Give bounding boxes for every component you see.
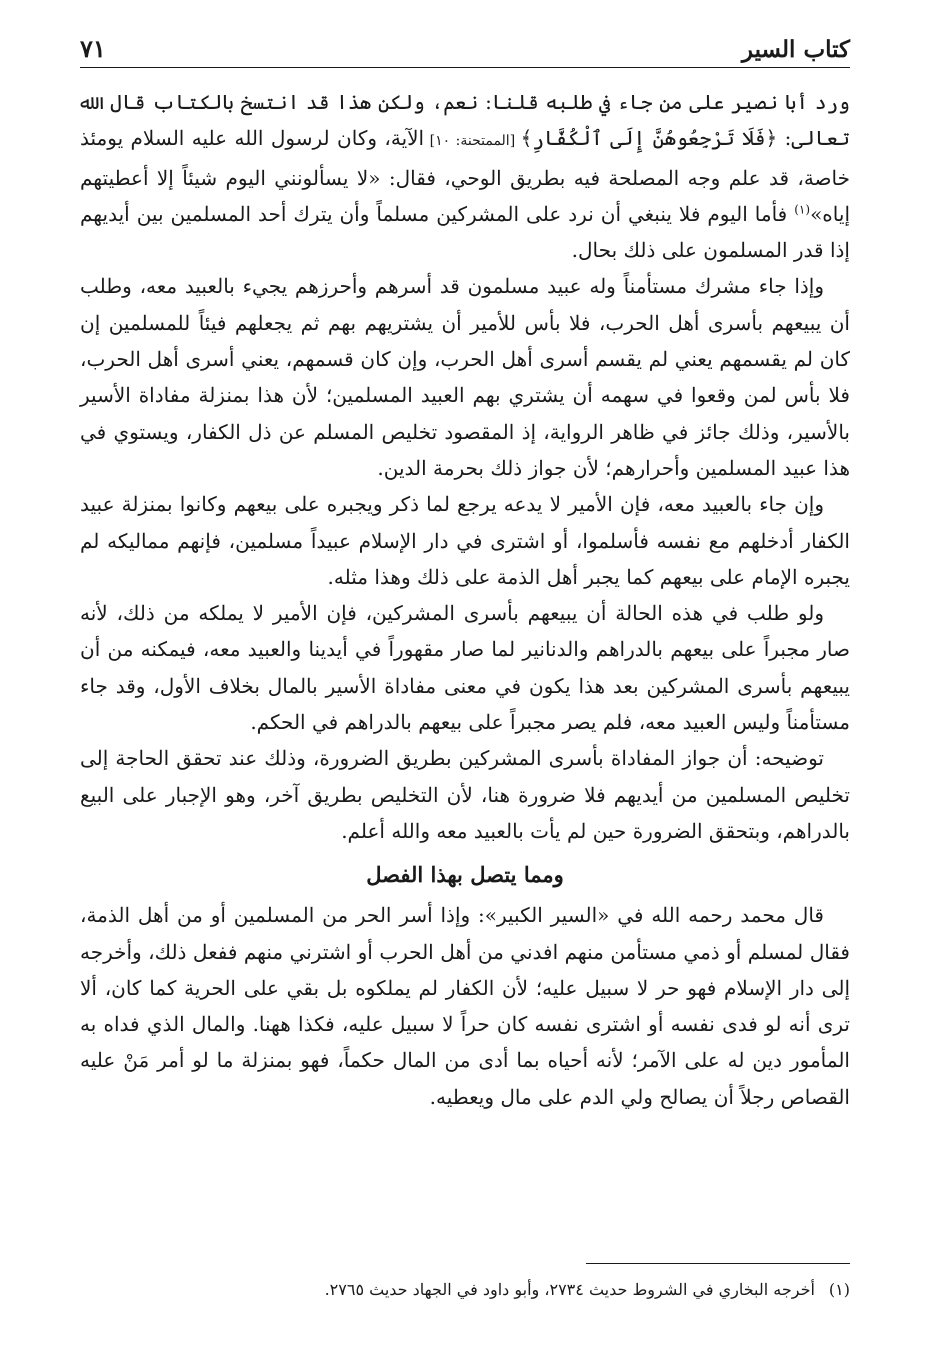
- paragraph-1-part-b: الآية، وكان لرسول الله عليه السلام يومئذ خاصة، قد علم وجه المصلحة فيه بطريق الوحي، فقال: «لا يسألونني اليوم شيئاً إلا أعطيتهم إياه»: [80, 126, 850, 226]
- book-page: [80, 28, 850, 1369]
- footnote: [80, 1278, 850, 1302]
- footnote-divider: [586, 1263, 850, 1264]
- main-text: [80, 84, 850, 1115]
- paragraph-4: ولو طلب في هذه الحالة أن يبيعهم بأسرى المشركين، فإن الأمير لا يملكه من ذلك، لأنه صار مجبراً على بيعهم بالدراهم والدنانير لما صار مقهوراً في أيدينا والعبيد معه، فيمكنه من أن يبيعهم بأسرى المشركين بعد هذا يكون في معنى مفاداة الأسير بالمال بخلاف الأول، وقد جاء مستأمناً وليس العبيد معه، فلم يصر مجبراً على بيعهم بالدراهم في الحكم.: [80, 601, 850, 735]
- footnote-reference[interactable]: (١): [794, 202, 811, 217]
- chapter-title: كتاب السير: [741, 36, 850, 63]
- paragraph-1: [80, 84, 850, 268]
- quran-verse: ﴿فَلَا تَرْجِعُوهُنَّ إِلَى ٱلْكُفَّارِ﴾: [520, 126, 778, 151]
- page-number: ٧١: [80, 34, 106, 63]
- running-header: [80, 28, 850, 68]
- paragraph-2: وإذا جاء مشرك مستأمناً وله عبيد مسلمون قد أسرهم وأحرزهم يجيء بالعبيد معه، وطلب أن يبيعهم بأسرى أهل الحرب، فلا بأس للأمير أن يشتريهم بهم ثم يجعلهم فيئاً للمسلمين إن كان لم يقسمهم يعني لم يقسم أسرى أهل الحرب، وإن كان قسمهم، يعني أسرى أهل الحرب، فلا بأس لمن وقعوا في سهمه أن يشتري بهم العبيد المسلمين؛ لأن هذا بمنزلة مفاداة الأسير بالأسير، وذلك جائز في ظاهر الرواية، إذ المقصود تخليص المسلم عن ذل الكفار، ويستوي في هذا عبيد المسلمين وأحرارهم؛ لأن جواز ذلك بحرمة الدين.: [80, 274, 850, 480]
- paragraph-3: وإن جاء بالعبيد معه، فإن الأمير لا يدعه يرجع لما ذكر ويجبره على بيعهم وكانوا بمنزلة عبيد الكفار أدخلهم مع نفسه فأسلموا، أو اشترى في دار الإسلام عبيداً مسلمين، فإنهم مماليكه لم يجبره الإمام على بيعهم كما يجبر أهل الذمة على ذلك وهذا مثله.: [80, 492, 850, 589]
- section-heading: ومما يتصل بهذا الفصل: [366, 862, 564, 888]
- paragraph-6: قال محمد رحمه الله في «السير الكبير»: وإذا أسر الحر من المسلمين أو من أهل الذمة، فقال لمسلم أو ذمي مستأمن منهم افدني من أهل الحرب أو اشترني منهم ففعل ذلك، وأخرجه إلى دار الإسلام فهو حر لا سبيل عليه؛ لأن الكفار لم يملكوه بل بقي على الحرية كما كان، ألا ترى أنه لو فدى نفسه أو اشترى نفسه كان حراً لا سبيل عليه، فكذا ههنا. والمال الذي فداه به المأمور دين له على الآمر؛ لأنه أحياه بما أدى من المال حكماً، فهو بمنزلة ما لو أمر مَنْ عليه القصاص رجلاً أن يصالح ولي الدم على مال ويعطيه.: [80, 903, 850, 1109]
- paragraph-1-part-a: ورد أبا نصير على من جاء في طلبه قلنا: نعم، ولكن هذا قد انتسخ بالكتاب قال الله تعالى:: [80, 90, 850, 151]
- paragraph-1-part-c: فأما اليوم فلا ينبغي أن نرد على المشركين مسلماً وأن يترك أحد المسلمين بين أيديهم إذا قدر المسلمون على ذلك بحال.: [80, 201, 850, 263]
- footnote-text: أخرجه البخاري في الشروط حديث ٢٧٣٤، وأبو داود في الجهاد حديث ٢٧٦٥.: [324, 1280, 815, 1299]
- paragraph-5: توضيحه: أن جواز المفاداة بأسرى المشركين بطريق الضرورة، وذلك عند تحقق الحاجة إلى تخليص المسلمين من أيديهم فلا ضرورة هنا، لأن التخليص بطريق آخر، وهو الإجبار على البيع بالدراهم، وبتحقق الضرورة حين لم يأت بالعبيد معه والله أعلم.: [80, 746, 850, 843]
- footnote-number: (١): [828, 1280, 850, 1299]
- verse-citation: [الممتحنة: ١٠]: [424, 133, 521, 150]
